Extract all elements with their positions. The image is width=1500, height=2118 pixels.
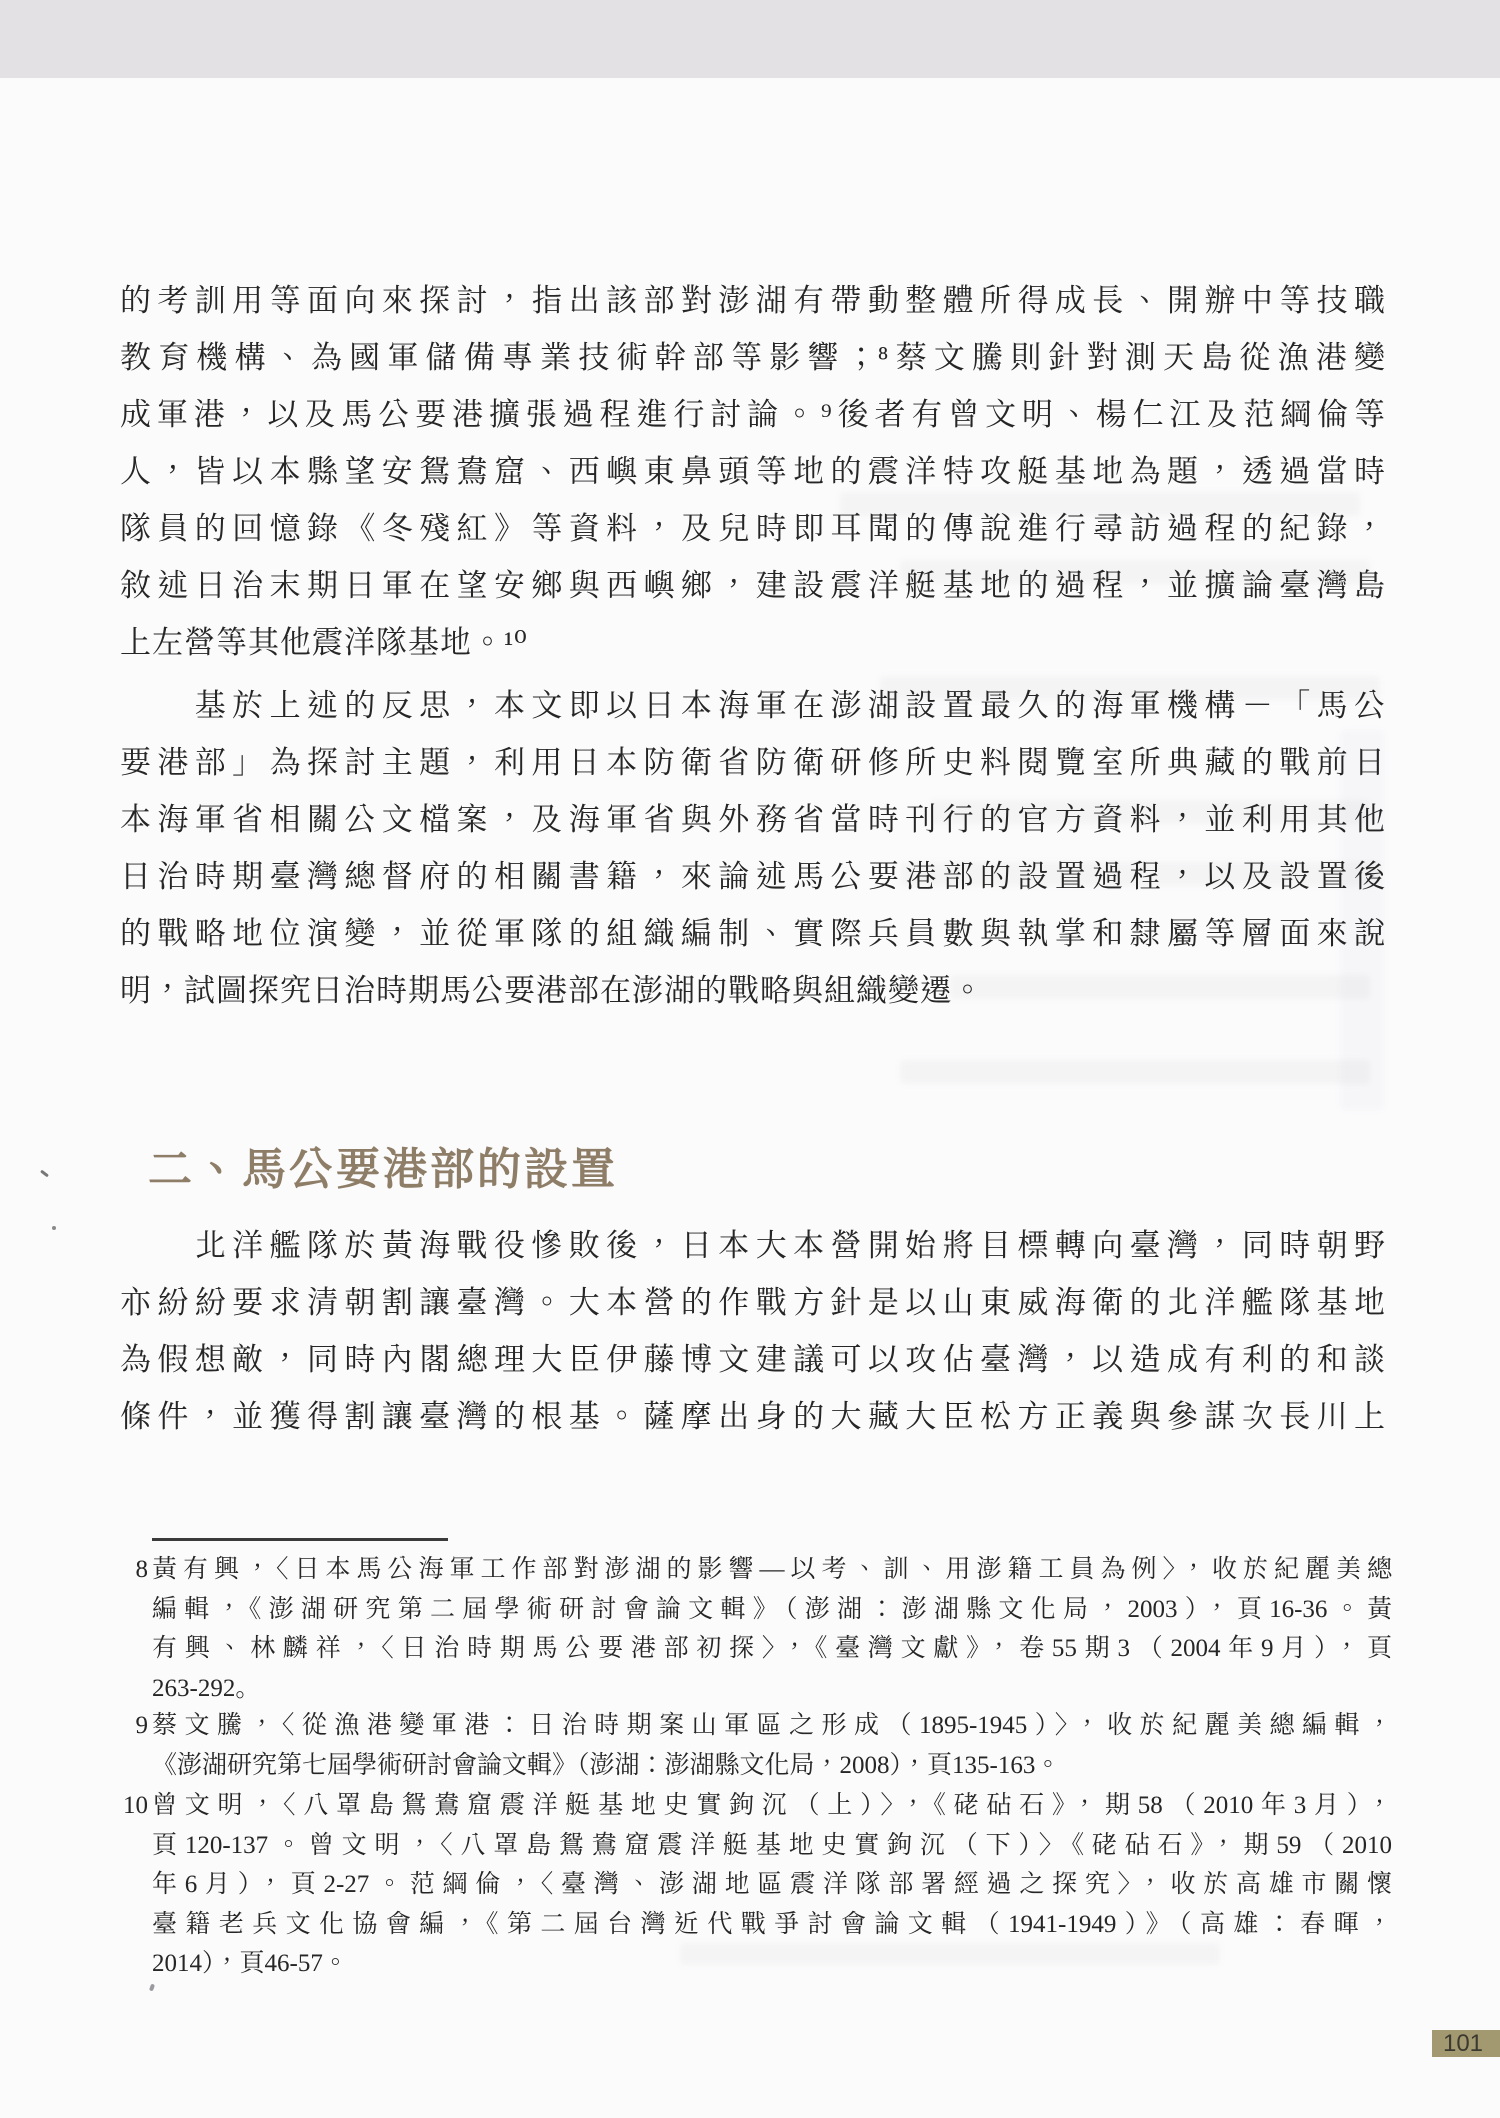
text-line: 要港部」為探討主題，利用日本防衛省防衛研修所史料閱覽室所典藏的戰前日 [120,745,1386,780]
text-line: 臺籍老兵文化協會編，《第二屆台灣近代戰爭討會論文輯（1941-1949）》（高雄：春暉， [152,1910,1392,1938]
page-number: 101 [1442,2029,1484,2057]
text-line: 曾文明，〈八罩島鴛鴦窟震洋艇基地史實鉤沉（上）〉，《硓砧石》，期58（2010年3月）， [152,1792,1392,1819]
text-line: 條件，並獲得割讓臺灣的根基。薩摩出身的大藏大臣松方正義與參謀次長川上 [120,1399,1386,1434]
text-line: 263-292。 [152,1674,261,1702]
text-line: 黃有興，〈日本馬公海軍工作部對澎湖的影響—以考、訓、用澎籍工員為例〉，收於紀麗美總 [152,1556,1392,1583]
text-line: 教育機構、為國軍儲備專業技術幹部等影響；⁸蔡文騰則針對測天島從漁港變 [120,340,1386,375]
footnote-number: 9 [135,1712,148,1739]
text-line: 的考訓用等面向來探討，指出該部對澎湖有帶動整體所得成長、開辦中等技職 [120,283,1386,318]
text-line: 本海軍省相關公文檔案，及海軍省與外務省當時刊行的官方資料，並利用其他 [120,802,1386,837]
text-line: 上左營等其他震洋隊基地。¹⁰ [120,625,528,660]
text-line: 《澎湖研究第七屆學術研討會論文輯》（澎湖：澎湖縣文化局，2008），頁135-163。 [152,1751,1061,1779]
text-line: 人，皆以本縣望安鴛鴦窟、西嶼東鼻頭等地的震洋特攻艇基地為題，透過當時 [120,454,1386,489]
footnote-9 [118,1706,1392,1785]
scanner-edge-band [0,0,1500,78]
text-line: 為假想敵，同時內閣總理大臣伊藤博文建議可以攻佔臺灣，以造成有利的和談 [120,1342,1386,1377]
text-line: 2014），頁46-57。 [152,1950,348,1977]
text-line: 基於上述的反思，本文即以日本海軍在澎湖設置最久的海軍機構－「馬公 [120,688,1386,723]
footnote-text [152,1786,1392,1984]
text-line: 敘述日治末期日軍在望安鄉與西嶼鄉，建設震洋艇基地的過程，並擴論臺灣島 [120,568,1386,603]
text-line: 成軍港，以及馬公要港擴張過程進行討論。⁹後者有曾文明、楊仁江及范綱倫等 [120,397,1386,432]
text-line: 蔡文騰，〈從漁港變軍港：日治時期案山軍區之形成（1895-1945）〉，收於紀麗美總編輯， [152,1712,1392,1739]
scan-speck [149,1984,155,1992]
scan-speck [40,1170,49,1178]
bleed-through-artifact [900,1060,1370,1084]
footnote-8 [118,1550,1392,1708]
text-line: 編輯，《澎湖研究第二屆學術研討會論文輯》（澎湖：澎湖縣文化局，2003），頁16-36。黃 [152,1595,1392,1623]
text-line: 亦紛紛要求清朝割讓臺灣。大本營的作戰方針是以山東威海衛的北洋艦隊基地 [120,1285,1386,1320]
text-line: 隊員的回憶錄《冬殘紅》等資料，及兒時即耳聞的傳說進行尋訪過程的紀錄， [120,511,1386,546]
text-line: 日治時期臺灣總督府的相關書籍，來論述馬公要港部的設置過程，以及設置後 [120,859,1386,894]
footnote-number: 10 [123,1792,148,1819]
section-heading: 二、馬公要港部的設置 [148,1145,618,1194]
paragraph-2 [120,677,1386,1019]
text-line: 北洋艦隊於黃海戰役慘敗後，日本大本營開始將目標轉向臺灣，同時朝野 [120,1228,1386,1263]
text-line: 有興、林麟祥，〈日治時期馬公要港部初探〉，《臺灣文獻》，卷55期3（2004年9月），頁 [152,1635,1392,1662]
page-number-badge [1432,2030,1500,2057]
footnote-number: 8 [135,1556,148,1583]
paragraph-3 [120,1217,1386,1445]
footnote-10 [118,1786,1392,1984]
footnote-separator-rule [152,1538,448,1541]
text-line: 年6月），頁2-27。范綱倫，〈臺灣、澎湖地區震洋隊部署經過之探究〉，收於高雄市關懷 [152,1871,1392,1898]
text-line: 的戰略地位演變，並從軍隊的組織編制、實際兵員數與執掌和隸屬等層面來說 [120,916,1386,951]
text-line: 頁120-137。曾文明，〈八罩島鴛鴦窟震洋艇基地史實鉤沉（下）〉《硓砧石》，期59（2010 [152,1831,1392,1859]
footnote-text [152,1550,1392,1708]
footnote-text [152,1706,1392,1785]
paragraph-1 [120,272,1386,671]
text-line: 明，試圖探究日治時期馬公要港部在澎湖的戰略與組織變遷。 [120,973,984,1008]
scan-speck [52,1226,56,1230]
